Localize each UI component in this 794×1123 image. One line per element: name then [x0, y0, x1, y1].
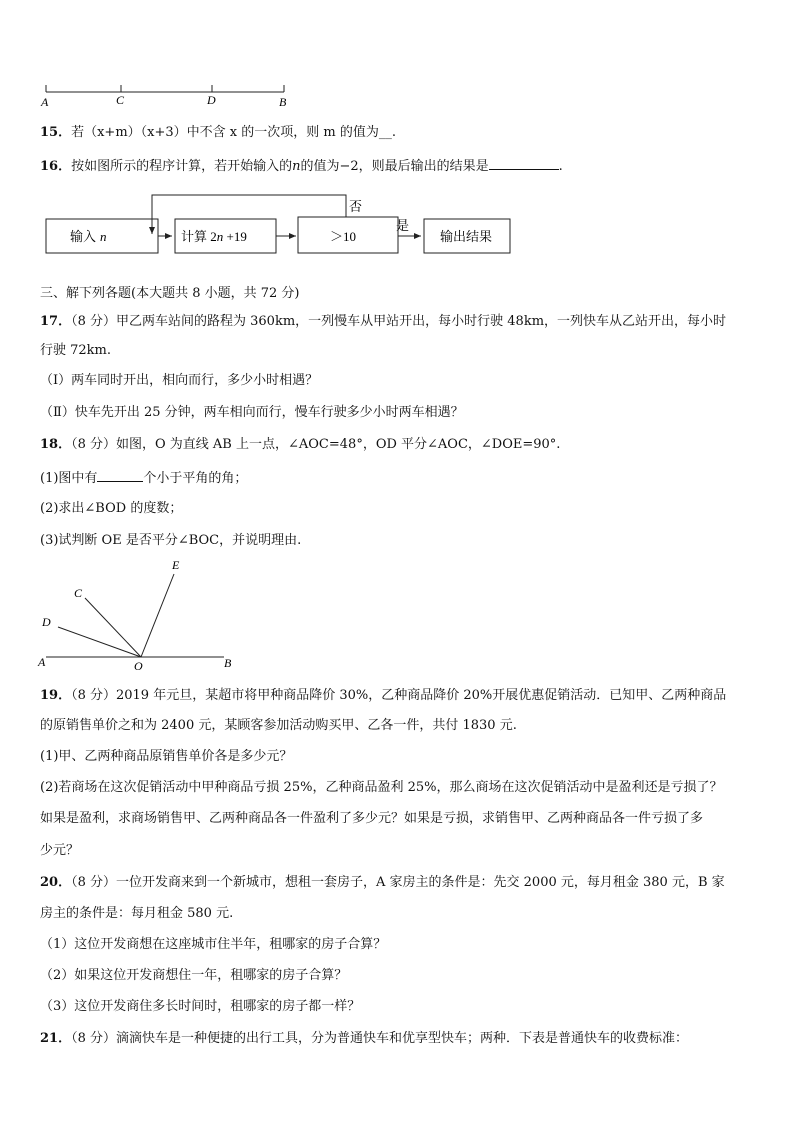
q16-text-after: 的值为−2，则最后输出的结果是 — [300, 159, 489, 174]
q20-number: 20． — [40, 875, 72, 890]
q18-part2: (2)求出∠BOD 的度数； — [40, 501, 183, 516]
q17-part2: （Ⅱ）快车先开出 25 分钟，两车相向而行，慢车行驶多少小时两车相遇？ — [40, 405, 464, 420]
output-label: 输出结果 — [440, 229, 493, 244]
label-d: D — [42, 615, 51, 629]
q18-part1-after: 个小于平角的角； — [143, 471, 248, 486]
label-c: C — [74, 586, 83, 600]
q17-text-line2: 行驶 72km. — [40, 343, 112, 358]
q18-text-line1: （8 分）如图，O 为直线 AB 上一点，∠AOC=48°，OD 平分∠AOC，∠DOE=90°. — [71, 437, 561, 452]
q18-answer-blank[interactable] — [97, 469, 143, 482]
q18-part1-before: (1)图中有 — [40, 471, 98, 486]
q16-text-before: 按如图所示的程序计算，若开始输入的 — [71, 159, 293, 174]
q17-text-line1: （8 分）甲乙两车站间的路程为 360km，一列慢车从甲站开出，每小时行驶 48km，一列快车从乙站开出，每小时 — [71, 314, 727, 329]
question-20-line1 — [40, 875, 725, 891]
q19-text-line2: 的原销售单价之和为 2400 元，某顾客参加活动购买甲、乙各一件，共付 1830 元. — [40, 718, 517, 733]
angle-figure — [36, 556, 246, 672]
q17-part1: （Ⅰ）两车同时开出，相向而行，多少小时相遇？ — [40, 373, 319, 388]
program-flowchart — [40, 190, 520, 260]
label-b: B — [279, 95, 287, 109]
q16-var-n: n — [292, 159, 301, 174]
label-a: A — [38, 655, 46, 669]
label-a: A — [41, 95, 49, 109]
q16-end: . — [558, 159, 563, 174]
compare-label: ＞10 — [330, 229, 357, 244]
ray-oc — [85, 598, 141, 657]
section-3-heading: 三、解下列各题(本大题共 8 小题，共 72 分) — [40, 286, 300, 301]
q19-part2-line3: 少元？ — [40, 843, 80, 858]
compute-label: 计算 2n +19 — [181, 229, 247, 244]
question-15 — [40, 125, 396, 141]
q20-part1: （1）这位开发商想在这座城市住半年，租哪家的房子合算？ — [40, 937, 387, 952]
q19-number: 19． — [40, 688, 72, 703]
q15-number: 15． — [40, 125, 72, 140]
segment-figure — [36, 80, 306, 110]
question-18-line1 — [40, 437, 560, 453]
q19-part2-line1: (2)若商场在这次促销活动中甲种商品亏损 25%，乙种商品盈利 25%，那么商场在这次促销活动中是盈利还是亏损了？ — [40, 780, 723, 795]
question-17-line1 — [40, 314, 726, 330]
question-16 — [40, 157, 563, 175]
q16-answer-blank[interactable] — [489, 157, 559, 170]
ray-od — [58, 627, 141, 657]
label-c: C — [116, 93, 125, 107]
label-o: O — [134, 659, 143, 672]
label-d: D — [207, 93, 216, 107]
q18-number: 18． — [40, 437, 72, 452]
q19-text-line1: （8 分）2019 年元旦，某超市将甲种商品降价 30%，乙种商品降价 20%开展优惠促销活动．已知甲、乙两种商品 — [71, 688, 727, 703]
q20-part3: （3）这位开发商住多长时间时，租哪家的房子都一样？ — [40, 999, 361, 1014]
label-e: E — [172, 558, 180, 572]
question-19-line1 — [40, 688, 726, 704]
q21-text-line1: （8 分）滴滴快车是一种便捷的出行工具，分为普通快车和优享型快车；两种．下表是普通快车的收费标准： — [71, 1031, 688, 1046]
input-label: 输入 n — [70, 229, 107, 244]
q18-part3: (3)试判断 OE 是否平分∠BOC，并说明理由. — [40, 533, 302, 548]
no-label: 否 — [349, 199, 363, 214]
yes-label: 是 — [396, 218, 410, 233]
q17-number: 17． — [40, 314, 72, 329]
ray-oe — [141, 574, 174, 657]
q19-part1: (1)甲、乙两种商品原销售单价各是多少元？ — [40, 749, 293, 764]
q15-text: 若（x+m）（x+3）中不含 x 的一次项，则 m 的值为__. — [71, 125, 396, 140]
q20-part2: （2）如果这位开发商想住一年，租哪家的房子合算？ — [40, 968, 348, 983]
question-21-line1 — [40, 1031, 688, 1047]
q16-number: 16． — [40, 159, 72, 174]
q20-text-line1: （8 分）一位开发商来到一个新城市，想租一套房子，A 家房主的条件是：先交 2000 元，每月租金 380 元，B 家 — [71, 875, 725, 890]
q21-number: 21． — [40, 1031, 72, 1046]
q20-text-line2: 房主的条件是：每月租金 580 元. — [40, 906, 234, 921]
q18-part1 — [40, 469, 247, 487]
label-b: B — [224, 656, 232, 670]
q19-part2-line2: 如果是盈利，求商场销售甲、乙两种商品各一件盈利了多少元？如果是亏损，求销售甲、乙两种商品各一件亏损了多 — [40, 811, 704, 826]
